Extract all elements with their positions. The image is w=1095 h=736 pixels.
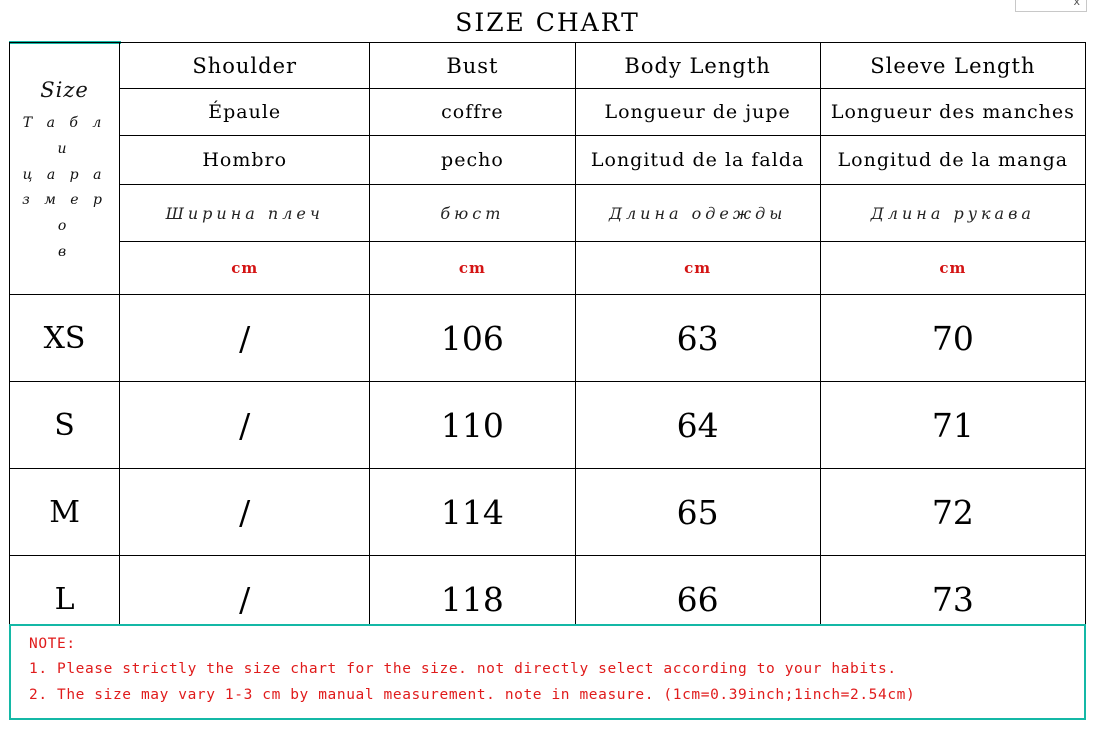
size-label-en: Size <box>40 77 89 102</box>
note-box <box>9 624 1086 720</box>
size-column-header <box>10 43 120 295</box>
header-sleeve-length-ru: Длина рукава <box>820 185 1085 242</box>
header-sleeve-length-fr: Longueur des manches <box>820 89 1085 136</box>
header-body-length-es: Longitud de la falda <box>575 136 820 185</box>
size-label-ru-3: з м е р о <box>22 192 107 235</box>
cell-m-bust: 114 <box>370 469 575 556</box>
size-label-ru-4: в <box>57 244 72 261</box>
cell-xs-shoulder: / <box>120 295 370 382</box>
table-row <box>10 469 1086 556</box>
unit-body-length: cm <box>575 242 820 295</box>
note-line-1: 1. Please strictly the size chart for the size. not directly select according to your habits. <box>29 661 897 678</box>
header-shoulder-ru: Ширина плеч <box>120 185 370 242</box>
header-body-length-ru: Длина одежды <box>575 185 820 242</box>
header-bust-fr: coffre <box>370 89 575 136</box>
cell-l-sleeve-length: 73 <box>820 556 1085 643</box>
table-header-row-russian <box>10 185 1086 242</box>
row-size-xs: XS <box>10 295 120 382</box>
header-shoulder-fr: Épaule <box>120 89 370 136</box>
row-size-s: S <box>10 382 120 469</box>
unit-shoulder: cm <box>120 242 370 295</box>
note-line-2: 2. The size may vary 1-3 cm by manual measurement. note in measure. (1cm=0.39inch;1inch=2.54cm) <box>29 686 916 703</box>
header-bust-es: pecho <box>370 136 575 185</box>
table-header-row-english <box>10 43 1086 89</box>
row-size-l: L <box>10 556 120 643</box>
table-header-row-spanish <box>10 136 1086 185</box>
row-size-m: M <box>10 469 120 556</box>
page-title: SIZE CHART <box>455 8 640 37</box>
header-bust-ru: бюст <box>370 185 575 242</box>
cell-xs-body-length: 63 <box>575 295 820 382</box>
header-bust-en: Bust <box>370 43 575 89</box>
cell-m-shoulder: / <box>120 469 370 556</box>
cell-s-shoulder: / <box>120 382 370 469</box>
cell-m-sleeve-length: 72 <box>820 469 1085 556</box>
unit-sleeve-length: cm <box>820 242 1085 295</box>
cell-l-bust: 118 <box>370 556 575 643</box>
size-chart-table <box>9 42 1086 643</box>
header-sleeve-length-en: Sleeve Length <box>820 43 1085 89</box>
header-body-length-en: Body Length <box>575 43 820 89</box>
table-row <box>10 382 1086 469</box>
cell-s-body-length: 64 <box>575 382 820 469</box>
close-icon[interactable]: x <box>1073 0 1080 8</box>
table-header-row-french <box>10 89 1086 136</box>
cell-xs-bust: 106 <box>370 295 575 382</box>
cell-xs-sleeve-length: 70 <box>820 295 1085 382</box>
size-label-ru-1: Т а б л и <box>22 114 107 157</box>
cell-m-body-length: 65 <box>575 469 820 556</box>
header-shoulder-en: Shoulder <box>120 43 370 89</box>
size-label-ru-2: ц а р а <box>22 166 107 183</box>
cell-s-sleeve-length: 71 <box>820 382 1085 469</box>
note-title: NOTE: <box>29 636 76 652</box>
table-header-row-units <box>10 242 1086 295</box>
header-body-length-fr: Longueur de jupe <box>575 89 820 136</box>
table-row <box>10 295 1086 382</box>
cell-l-body-length: 66 <box>575 556 820 643</box>
unit-bust: cm <box>370 242 575 295</box>
header-shoulder-es: Hombro <box>120 136 370 185</box>
cell-s-bust: 110 <box>370 382 575 469</box>
cell-l-shoulder: / <box>120 556 370 643</box>
header-sleeve-length-es: Longitud de la manga <box>820 136 1085 185</box>
